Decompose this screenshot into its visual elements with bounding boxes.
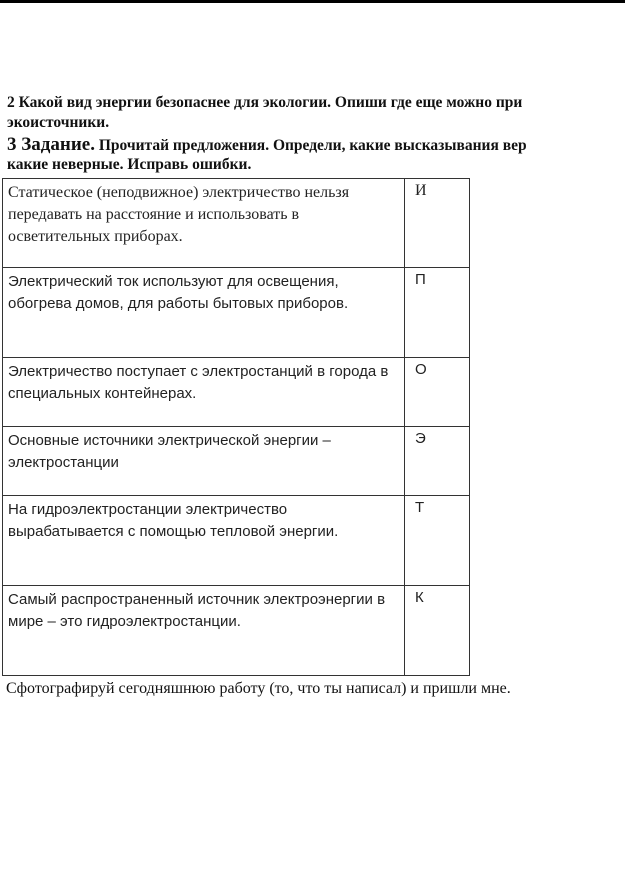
statement-cell: На гидроэлектростанции электричество вырабатывается с помощью тепловой энергии. xyxy=(3,496,405,586)
task-2-line-2: экоисточники. xyxy=(7,114,110,131)
table-row xyxy=(3,427,470,496)
footer-instruction: Сфотографируй сегодняшнюю работу (то, что ты написал) и пришли мне. xyxy=(6,680,511,697)
table-row xyxy=(3,179,470,268)
letter-cell: К xyxy=(405,586,470,676)
task-2-line-1: 2 Какой вид энергии безопаснее для экологии. Опиши где еще можно при xyxy=(7,94,523,111)
table-row xyxy=(3,358,470,427)
statement-cell: Электрический ток используют для освещения, обогрева домов, для работы бытовых приборов. xyxy=(3,268,405,358)
table-row xyxy=(3,268,470,358)
task-3-line-1-text: Прочитай предложения. Определи, какие высказывания вер xyxy=(94,137,527,154)
task-3-line-2: какие неверные. Исправь ошибки. xyxy=(7,156,252,173)
letter-cell: П xyxy=(405,268,470,358)
task-2-prompt xyxy=(7,93,617,133)
table-row xyxy=(3,586,470,676)
statement-cell: Электричество поступает с электростанций в города в специальных контейнерах. xyxy=(3,358,405,427)
letter-cell: И xyxy=(405,179,470,268)
task-3-prompt xyxy=(7,135,625,174)
statement-cell: Основные источники электрической энергии – электростанции xyxy=(3,427,405,496)
statement-cell: Самый распространенный источник электроэнергии в мире – это гидроэлектростанции. xyxy=(3,586,405,676)
letter-cell: О xyxy=(405,358,470,427)
photo-top-edge xyxy=(0,0,625,3)
letter-cell: Т xyxy=(405,496,470,586)
task-3-line-1 xyxy=(7,135,625,155)
table-row xyxy=(3,496,470,586)
task-3-heading: 3 Задание. xyxy=(7,135,95,155)
letter-cell: Э xyxy=(405,427,470,496)
statement-cell: Статическое (неподвижное) электричество нельзя передавать на расстояние и использовать в осветительных приборах. xyxy=(3,179,405,268)
statements-table xyxy=(2,178,470,676)
